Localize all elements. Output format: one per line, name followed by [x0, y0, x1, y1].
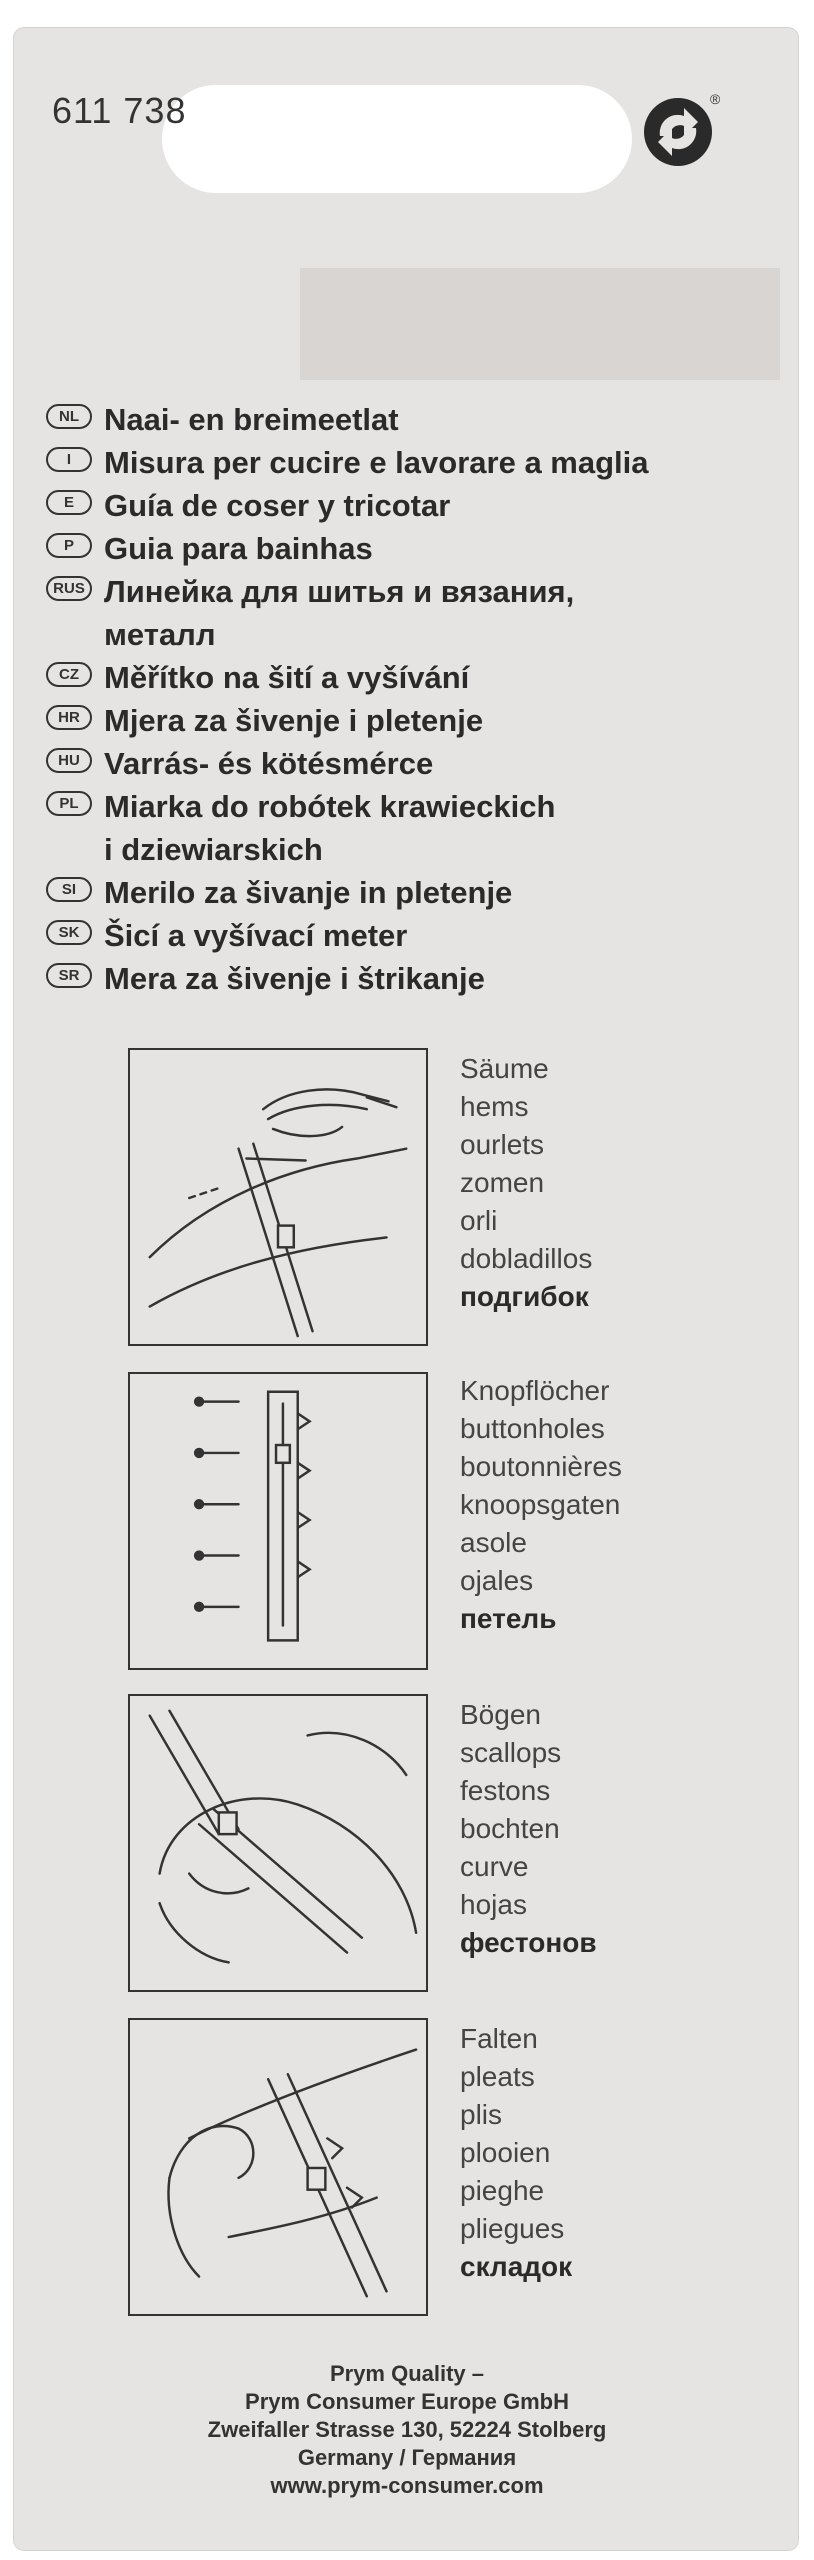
word: zomen	[460, 1167, 545, 1198]
language-row-rus	[46, 570, 766, 656]
language-text: Guía de coser y tricotar	[104, 488, 451, 523]
language-row-pl	[46, 785, 766, 871]
footer-line: Prym Consumer Europe GmbH	[245, 2389, 569, 2414]
word: buttonholes	[460, 1413, 605, 1444]
word-russian: складок	[460, 2251, 573, 2282]
language-row-hu	[46, 742, 766, 785]
word: Knopflöcher	[460, 1375, 610, 1406]
word-russian: петель	[460, 1603, 557, 1634]
word: Säume	[460, 1053, 549, 1084]
language-badge: I	[46, 447, 92, 472]
manufacturer-address	[0, 2360, 814, 2500]
word: hems	[460, 1091, 529, 1122]
language-text: Miarka do robótek krawieckich	[104, 789, 556, 824]
language-text: Guia para bainhas	[104, 531, 373, 566]
buttonholes-illustration	[128, 1372, 428, 1670]
word: ourlets	[460, 1129, 545, 1160]
price-label-area	[300, 268, 780, 380]
word: pleats	[460, 2061, 535, 2092]
language-badge: NL	[46, 404, 92, 429]
word: curve	[460, 1851, 529, 1882]
hang-hole	[162, 85, 632, 193]
word: dobladillos	[460, 1243, 593, 1274]
language-text-continued: i dziewiarskich	[104, 832, 323, 867]
footer-line: Zweifaller Strasse 130, 52224 Stolberg	[207, 2417, 607, 2442]
footer-website: www.prym-consumer.com	[270, 2473, 544, 2498]
language-badge: SK	[46, 920, 92, 945]
green-dot-recycle-icon	[640, 90, 720, 170]
word: pliegues	[460, 2213, 565, 2244]
word-russian: фестонов	[460, 1927, 597, 1958]
scallops-words	[460, 1696, 597, 1962]
word: orli	[460, 1205, 498, 1236]
language-badge: CZ	[46, 662, 92, 687]
word: Bögen	[460, 1699, 541, 1730]
language-text: Линейка для шитья и вязания,	[104, 574, 575, 609]
buttonholes-words	[460, 1372, 622, 1638]
hang-hole-edge-right	[476, 85, 556, 145]
language-row-cz	[46, 656, 766, 699]
word: asole	[460, 1527, 527, 1558]
language-badge: P	[46, 533, 92, 558]
language-badge: SI	[46, 877, 92, 902]
language-badge: RUS	[46, 576, 92, 601]
language-row-i	[46, 441, 766, 484]
word: Falten	[460, 2023, 538, 2054]
language-list	[46, 398, 766, 1000]
language-row-si	[46, 871, 766, 914]
language-badge: PL	[46, 791, 92, 816]
registered-mark: ®	[710, 91, 720, 107]
language-text: Varrás- és kötésmérce	[104, 746, 434, 781]
word: ojales	[460, 1565, 534, 1596]
word: hojas	[460, 1889, 527, 1920]
hang-hole-edge-left	[240, 85, 320, 145]
language-row-e	[46, 484, 766, 527]
language-row-p	[46, 527, 766, 570]
word: boutonnières	[460, 1451, 622, 1482]
hems-illustration	[128, 1048, 428, 1346]
language-badge: HU	[46, 748, 92, 773]
language-row-sr	[46, 957, 766, 1000]
language-text: Šicí a vyšívací meter	[104, 918, 408, 953]
language-badge: SR	[46, 963, 92, 988]
word: pieghe	[460, 2175, 545, 2206]
language-text: Misura per cucire e lavorare a maglia	[104, 445, 649, 480]
word: knoopsgaten	[460, 1489, 621, 1520]
word: plis	[460, 2099, 503, 2130]
word: festons	[460, 1775, 551, 1806]
pleats-words	[460, 2020, 572, 2286]
language-text: Naai- en breimeetlat	[104, 402, 399, 437]
language-text: Měřítko na šití a vyšívání	[104, 660, 470, 695]
language-row-hr	[46, 699, 766, 742]
scallops-illustration	[128, 1694, 428, 1992]
hems-words	[460, 1050, 592, 1316]
language-row-sk	[46, 914, 766, 957]
language-badge: E	[46, 490, 92, 515]
language-row-nl	[46, 398, 766, 441]
word-russian: подгибок	[460, 1281, 589, 1312]
pleats-illustration	[128, 2018, 428, 2316]
language-text: Mjera za šivenje i pletenje	[104, 703, 484, 738]
article-number: 611 738	[52, 90, 187, 131]
language-text: Merilo za šivanje in pletenje	[104, 875, 513, 910]
word: bochten	[460, 1813, 560, 1844]
footer-line: Germany / Германия	[297, 2445, 517, 2470]
language-badge: HR	[46, 705, 92, 730]
language-text: Mera za šivenje i štrikanje	[104, 961, 485, 996]
footer-line: Prym Quality –	[329, 2361, 485, 2386]
word: scallops	[460, 1737, 562, 1768]
word: plooien	[460, 2137, 551, 2168]
language-text-continued: металл	[104, 617, 216, 652]
